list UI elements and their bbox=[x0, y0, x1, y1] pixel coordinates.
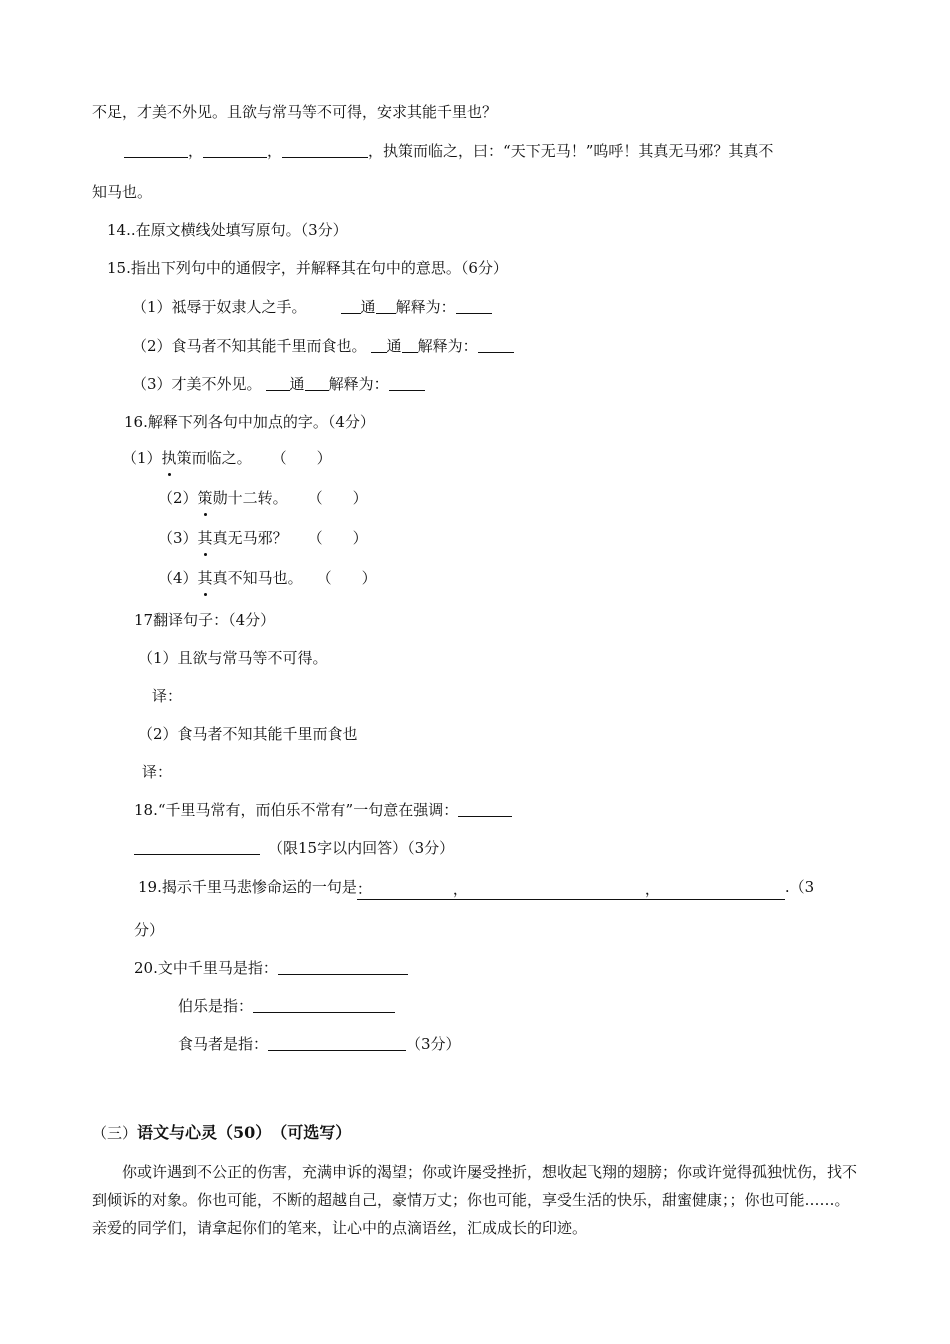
item-text: （3）才美不外见。 bbox=[132, 375, 262, 393]
item-prefix: （1） bbox=[122, 449, 162, 467]
blank[interactable] bbox=[402, 337, 418, 353]
tong-label: 通 bbox=[386, 337, 402, 355]
blank[interactable] bbox=[268, 1035, 406, 1051]
question-18-line-1 bbox=[134, 800, 512, 820]
passage-line-3: 知马也。 bbox=[92, 183, 153, 201]
question-18-line-2 bbox=[134, 838, 454, 858]
passage-line-2-text: ，执策而临之，曰：“天下无马！”呜呼！其真无马邪？其真不 bbox=[368, 142, 774, 160]
question-text: 伯乐是指： bbox=[178, 997, 254, 1015]
question-20-line-2 bbox=[178, 996, 395, 1016]
blank[interactable] bbox=[341, 298, 361, 314]
item-text: 真无马邪？ bbox=[212, 529, 288, 547]
question-20-line-1 bbox=[134, 958, 408, 978]
explain-label: 解释为： bbox=[328, 375, 389, 393]
answer-paren[interactable]: （ ） bbox=[316, 569, 377, 587]
explain-label: 解释为： bbox=[395, 298, 456, 316]
section-3-paragraph: 你或许遇到不公正的伤害，充满申诉的渴望；你或许屡受挫折，想收起飞翔的翅膀；你或许觉得孤独忧伤，找不到倾诉的对象。你也可能，不断的超越自己，豪情万丈；你也可能，享受生活的快乐，甜蜜健康；；你也可能……。亲爱的同学们，请拿起你们的笔来，让心中的点滴语丝，汇成成长的印迹。 bbox=[92, 1163, 858, 1237]
blank[interactable] bbox=[253, 997, 395, 1013]
blank[interactable]: ， bbox=[453, 879, 645, 900]
blank[interactable] bbox=[305, 375, 329, 391]
blank[interactable] bbox=[389, 375, 425, 391]
question-text: 20.文中千里马是指： bbox=[134, 959, 278, 977]
answer-paren[interactable]: （ ） bbox=[271, 449, 332, 467]
blank[interactable] bbox=[376, 298, 396, 314]
dotted-char: 其 bbox=[197, 569, 213, 587]
answer-paren[interactable]: （ ） bbox=[307, 529, 368, 547]
question-score: （3分） bbox=[406, 1035, 461, 1053]
item-text: （1）祗辱于奴隶人之手。 bbox=[132, 298, 307, 316]
question-17-translate-1: 译： bbox=[152, 687, 183, 705]
sep: ， bbox=[188, 142, 204, 160]
blank-2[interactable] bbox=[203, 142, 267, 158]
question-16-item-4 bbox=[158, 568, 377, 588]
question-16-title: 16.解释下列各句中加点的字。（4分） bbox=[124, 413, 375, 431]
blank[interactable]: ： bbox=[357, 879, 453, 900]
section-prefix: （三） bbox=[92, 1124, 138, 1142]
blank[interactable] bbox=[458, 801, 512, 817]
sep: ， bbox=[267, 142, 283, 160]
question-16-item-1 bbox=[122, 448, 332, 468]
question-15-item-3 bbox=[132, 374, 425, 394]
section-title: 语文与心灵（50） （可选写） bbox=[137, 1123, 352, 1142]
question-17-title: 17翻译句子：（4分） bbox=[134, 611, 276, 629]
item-text: （2）食马者不知其能千里而食也。 bbox=[132, 337, 367, 355]
blank[interactable] bbox=[134, 839, 260, 855]
dotted-char: 执 bbox=[161, 449, 177, 467]
question-text: 19.揭示千里马悲惨命运的一句是 bbox=[138, 878, 357, 896]
dotted-char: 策 bbox=[197, 489, 213, 507]
blank-1[interactable] bbox=[124, 142, 188, 158]
question-17-translate-2: 译： bbox=[142, 763, 173, 781]
question-16-item-2 bbox=[158, 488, 368, 508]
question-17-sentence-2: （2）食马者不知其能千里而食也 bbox=[138, 725, 358, 743]
passage-line-2 bbox=[124, 141, 773, 161]
question-text: 18.“千里马常有，而伯乐不常有”一句意在强调： bbox=[134, 801, 459, 819]
answer-paren[interactable]: （ ） bbox=[307, 489, 368, 507]
question-20-line-3 bbox=[178, 1034, 461, 1054]
question-text: 食马者是指： bbox=[178, 1035, 269, 1053]
question-19-line-1 bbox=[138, 877, 814, 900]
passage-line-1: 不足，才美不外见。且欲与常马等不可得，安求其能千里也？ bbox=[92, 103, 498, 121]
question-19-line-2: 分） bbox=[134, 921, 165, 939]
blank[interactable] bbox=[266, 375, 290, 391]
blank[interactable] bbox=[456, 298, 492, 314]
question-15-item-1 bbox=[132, 297, 492, 317]
item-text: 真不知马也。 bbox=[212, 569, 303, 587]
question-17-sentence-1: （1）且欲与常马等不可得。 bbox=[138, 649, 328, 667]
question-15-title: 15.指出下列句中的通假字，并解释其在句中的意思。（6分） bbox=[107, 259, 508, 277]
question-score: .（3 bbox=[784, 878, 815, 896]
blank[interactable] bbox=[371, 337, 387, 353]
blank[interactable]: ， bbox=[645, 879, 785, 900]
section-3-heading bbox=[92, 1123, 351, 1143]
item-prefix: （2） bbox=[158, 489, 198, 507]
blank-3[interactable] bbox=[282, 142, 368, 158]
question-text: （限15字以内回答）（3分） bbox=[268, 839, 455, 857]
blank[interactable] bbox=[278, 959, 408, 975]
tong-label: 通 bbox=[360, 298, 376, 316]
question-14: 14..在原文横线处填写原句。（3分） bbox=[107, 221, 348, 239]
tong-label: 通 bbox=[289, 375, 305, 393]
question-15-item-2 bbox=[132, 336, 514, 356]
explain-label: 解释为： bbox=[417, 337, 478, 355]
item-prefix: （4） bbox=[158, 569, 198, 587]
item-text: 勋十二转。 bbox=[212, 489, 288, 507]
dotted-char: 其 bbox=[197, 529, 213, 547]
item-prefix: （3） bbox=[158, 529, 198, 547]
item-text: 策而临之。 bbox=[176, 449, 252, 467]
blank[interactable] bbox=[478, 337, 514, 353]
question-16-item-3 bbox=[158, 528, 368, 548]
